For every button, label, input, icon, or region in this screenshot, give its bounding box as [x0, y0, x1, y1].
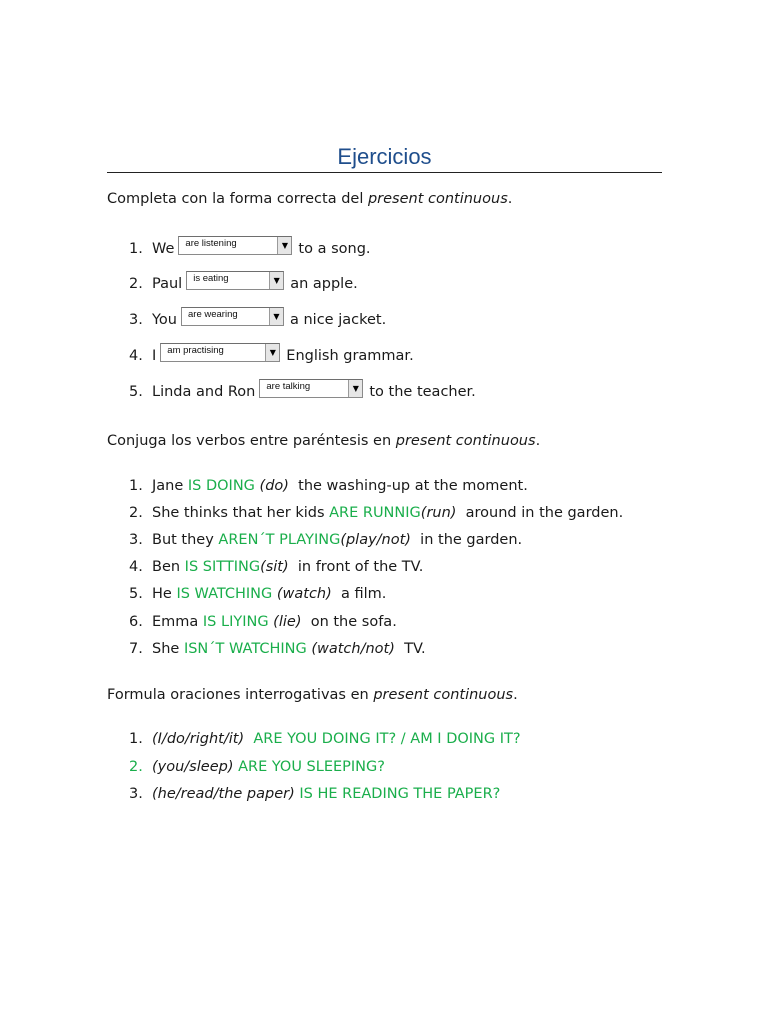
answer-text: IS HE READING THE PAPER? — [294, 786, 501, 802]
item-number: 2. — [129, 505, 143, 521]
prompt-hint: (I/do/right/it) — [152, 731, 249, 747]
sentence-start: I — [152, 348, 157, 364]
item-number: 6. — [129, 614, 143, 630]
section1-instruction — [107, 191, 512, 207]
exercise2-item — [129, 478, 528, 494]
exercise2-item — [129, 532, 522, 548]
sentence-end: a nice jacket. — [290, 312, 387, 328]
exercise1-item — [129, 307, 386, 328]
exercise2-item — [129, 586, 386, 602]
answer-text: ARE YOU DOING IT? / AM I DOING IT? — [248, 731, 521, 747]
page-title: Ejercicios — [337, 144, 432, 169]
answer-text: IS SITTING — [184, 559, 261, 575]
sentence-end: around in the garden. — [456, 505, 624, 521]
item-number: 3. — [129, 786, 143, 802]
sentence-start: She thinks that her kids — [152, 505, 330, 521]
sentence-end: English grammar. — [286, 348, 414, 364]
verb-dropdown[interactable] — [186, 271, 284, 290]
answer-text: ARE YOU SLEEPING? — [233, 759, 385, 775]
exercise2-item — [129, 614, 397, 630]
answer-text: ARE RUNNIG — [329, 505, 421, 521]
item-number: 2. — [129, 276, 143, 292]
instruction-emphasis: present continuous — [373, 687, 514, 703]
instruction-end: . — [513, 687, 518, 703]
item-number: 2. — [129, 759, 143, 775]
sentence-end: in the garden. — [410, 532, 523, 548]
sentence-end: TV. — [394, 641, 426, 657]
section3-instruction — [107, 687, 518, 703]
sentence-start: Emma — [152, 614, 203, 630]
chevron-down-icon[interactable]: ▼ — [265, 344, 279, 361]
verb-hint: (sit) — [260, 559, 289, 575]
chevron-down-icon[interactable]: ▼ — [348, 380, 362, 397]
item-number: 7. — [129, 641, 143, 657]
verb-hint: (do) — [254, 478, 289, 494]
sentence-end: in front of the TV. — [288, 559, 424, 575]
exercise1-item — [129, 236, 371, 257]
prompt-hint: (he/read/the paper) — [152, 786, 295, 802]
chevron-down-icon[interactable]: ▼ — [269, 272, 283, 289]
prompt-hint: (you/sleep) — [152, 759, 234, 775]
exercise1-item — [129, 271, 358, 292]
verb-dropdown[interactable] — [259, 379, 363, 398]
item-number: 1. — [129, 241, 143, 257]
item-number: 4. — [129, 348, 143, 364]
item-number: 4. — [129, 559, 143, 575]
item-number: 3. — [129, 532, 143, 548]
item-number: 3. — [129, 312, 143, 328]
instruction-emphasis: present continuous — [367, 191, 508, 207]
sentence-start: Linda and Ron — [152, 384, 256, 400]
exercise1-item — [129, 379, 476, 400]
dropdown-value: are wearing — [188, 309, 238, 320]
chevron-down-icon[interactable]: ▼ — [269, 308, 283, 325]
sentence-start: Jane — [152, 478, 188, 494]
item-number: 1. — [129, 478, 143, 494]
verb-hint: (play/not) — [340, 532, 411, 548]
dropdown-value: is eating — [193, 273, 229, 284]
sentence-start: We — [152, 241, 175, 257]
verb-hint: (lie) — [268, 614, 302, 630]
verb-dropdown[interactable] — [178, 236, 292, 255]
exercise2-item — [129, 641, 426, 657]
sentence-start: You — [152, 312, 177, 328]
answer-text: IS LIYING — [202, 614, 269, 630]
item-number: 5. — [129, 586, 143, 602]
sentence-start: Ben — [152, 559, 185, 575]
dropdown-value: are talking — [266, 381, 311, 392]
verb-dropdown[interactable] — [160, 343, 280, 362]
instruction-text: Completa con la forma correcta del — [107, 191, 368, 207]
section2-instruction — [107, 433, 540, 449]
answer-text: IS WATCHING — [176, 586, 273, 602]
dropdown-value: am practising — [167, 345, 224, 356]
sentence-end: to the teacher. — [369, 384, 476, 400]
sentence-end: to a song. — [298, 241, 371, 257]
sentence-start: But they — [152, 532, 219, 548]
instruction-text: Conjuga los verbos entre paréntesis en — [107, 433, 396, 449]
sentence-start: She — [152, 641, 184, 657]
chevron-down-icon[interactable]: ▼ — [277, 237, 291, 254]
exercise3-item — [129, 731, 521, 747]
instruction-end: . — [507, 191, 513, 207]
answer-text: AREN´T PLAYING — [218, 532, 341, 548]
verb-hint: (run) — [420, 505, 457, 521]
sentence-end: on the sofa. — [301, 614, 397, 630]
sentence-end: an apple. — [290, 276, 358, 292]
instruction-end: . — [535, 433, 541, 449]
sentence-start: He — [152, 586, 177, 602]
answer-text: IS DOING — [187, 478, 255, 494]
item-number: 1. — [129, 731, 143, 747]
exercise3-item — [129, 759, 385, 775]
instruction-text: Formula oraciones interrogativas en — [107, 687, 374, 703]
title-divider — [107, 172, 662, 173]
verb-hint: (watch) — [272, 586, 332, 602]
answer-text: ISN´T WATCHING — [183, 641, 307, 657]
dropdown-value: are listening — [185, 238, 237, 249]
verb-dropdown[interactable] — [181, 307, 284, 326]
exercise3-item — [129, 786, 500, 802]
sentence-start: Paul — [152, 276, 183, 292]
instruction-emphasis: present continuous — [395, 433, 536, 449]
verb-hint: (watch/not) — [306, 641, 395, 657]
sentence-end: the washing-up at the moment. — [288, 478, 528, 494]
exercise2-item — [129, 505, 623, 521]
exercise2-item — [129, 559, 423, 575]
item-number: 5. — [129, 384, 143, 400]
sentence-end: a film. — [331, 586, 387, 602]
exercise1-item — [129, 343, 414, 364]
